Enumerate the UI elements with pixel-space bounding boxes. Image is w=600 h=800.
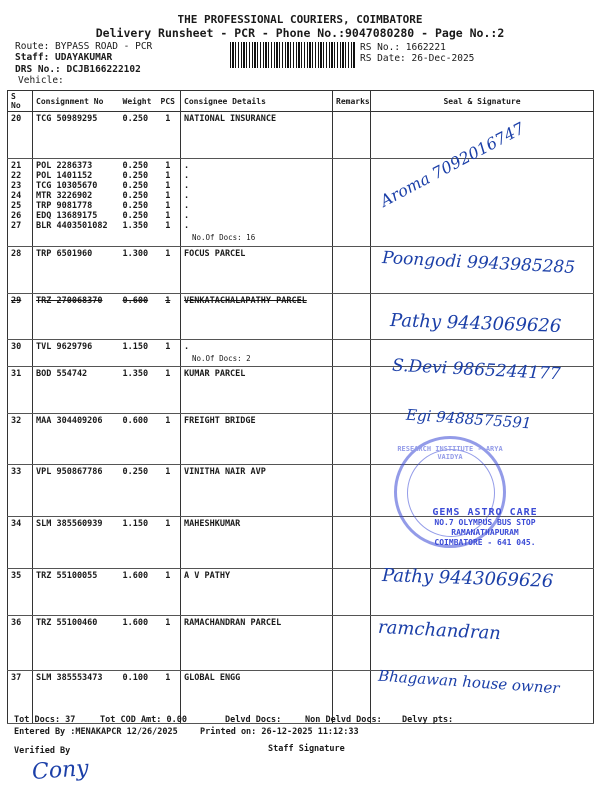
serial-no <box>8 112 33 159</box>
consignee <box>181 112 333 159</box>
consignee-value: NATIONAL INSURANCE <box>184 114 277 124</box>
stamp-line-1: GEMS ASTRO CARE <box>432 507 538 518</box>
weight <box>120 294 156 340</box>
pieces <box>156 294 181 340</box>
col-sno: S No <box>8 91 33 112</box>
consignment-no-value: TRZ 55100460 <box>36 618 98 628</box>
serial-no-value: 32 <box>11 416 22 426</box>
consignee-value: . <box>184 161 190 171</box>
non-delivered-docs: Non Delvd Docs: <box>305 715 382 725</box>
consignment-no <box>33 159 120 247</box>
signature-row-30: Pathy 9443069626 <box>389 310 562 337</box>
serial-no-value: 29 <box>11 296 22 306</box>
consignee-value: . <box>184 171 190 181</box>
signature-row-32: Egi 9488575591 <box>405 405 533 433</box>
serial-no-value: 35 <box>11 571 22 581</box>
pieces <box>156 340 181 367</box>
weight <box>120 569 156 616</box>
remarks-cell <box>333 367 371 414</box>
weight <box>120 517 156 569</box>
signature-row-31: S.Devi 9865244177 <box>391 355 562 385</box>
consignment-no-value: SLM 385560939 <box>36 519 103 529</box>
consignment-no <box>33 465 120 517</box>
pieces-value: 1 <box>165 519 171 529</box>
signature-row-35: Pathy 9443069626 <box>381 565 554 592</box>
remarks-cell <box>333 414 371 465</box>
consignment-no-value: BLR 4403501082 <box>36 221 108 231</box>
weight <box>120 340 156 367</box>
consignee-value: GLOBAL ENGG <box>184 673 241 683</box>
consignment-no-value: EDQ 13689175 <box>36 211 98 221</box>
barcode <box>230 42 356 68</box>
consignment-no-value: TCG 50989295 <box>36 114 98 124</box>
consignee <box>181 616 333 671</box>
pieces-value: 1 <box>165 191 171 201</box>
serial-no-value: 36 <box>11 618 22 628</box>
consignment-no <box>33 340 120 367</box>
pieces <box>156 569 181 616</box>
remarks-cell <box>333 247 371 294</box>
consignment-no-value: VPL 950867786 <box>36 467 103 477</box>
table-row <box>8 616 594 671</box>
remarks-cell <box>333 112 371 159</box>
serial-no <box>8 294 33 340</box>
remarks-cell <box>333 159 371 247</box>
consignment-no <box>33 616 120 671</box>
pieces-value: 1 <box>165 181 171 191</box>
pieces <box>156 517 181 569</box>
remarks-cell <box>333 340 371 367</box>
serial-no-value: 25 <box>11 201 22 211</box>
signature-row-37: Bhagawan house owner <box>377 666 561 698</box>
pieces-value: 1 <box>165 161 171 171</box>
drs-number: DRS No.: DCJB166222102 <box>15 64 141 75</box>
pieces <box>156 465 181 517</box>
pieces-value: 1 <box>165 571 171 581</box>
remarks-cell <box>333 294 371 340</box>
serial-no-value: 30 <box>11 342 22 352</box>
consignee-value: FOCUS PARCEL <box>184 249 246 259</box>
weight-value: 0.250 <box>122 191 149 201</box>
consignment-no-value: TRZ 270068370 <box>36 296 103 306</box>
weight <box>120 159 156 247</box>
consignee-value: . <box>184 191 190 201</box>
pieces-value: 1 <box>165 673 171 683</box>
consignee-value: . <box>184 211 190 221</box>
remarks-cell <box>333 465 371 517</box>
weight <box>120 247 156 294</box>
consignment-no <box>33 367 120 414</box>
doc-count: No.Of Docs: 16 <box>192 233 256 242</box>
serial-no-value: 23 <box>11 181 22 191</box>
col-seal: Seal & Signature <box>371 91 594 112</box>
consignee <box>181 465 333 517</box>
pieces-value: 1 <box>165 249 171 259</box>
consignee-value: RAMACHANDRAN PARCEL <box>184 618 282 628</box>
pieces-value: 1 <box>165 369 171 379</box>
consignment-no <box>33 414 120 465</box>
weight-value: 1.300 <box>122 249 149 259</box>
weight-value: 0.600 <box>122 416 149 426</box>
consignment-no-value: MTR 3226902 <box>36 191 93 201</box>
weight-value: 1.150 <box>122 519 149 529</box>
serial-no <box>8 247 33 294</box>
pieces-value: 1 <box>165 618 171 628</box>
serial-no <box>8 159 33 247</box>
pieces-value: 1 <box>165 296 171 306</box>
pieces-value: 1 <box>165 221 171 231</box>
pieces-value: 1 <box>165 342 171 352</box>
pieces <box>156 112 181 159</box>
delivery-points: Delvy pts: <box>402 715 454 725</box>
vehicle-label: Vehicle: <box>18 75 64 86</box>
remarks-cell <box>333 616 371 671</box>
route-label: Route: BYPASS ROAD - PCR <box>15 41 153 52</box>
consignment-no-value: TVL 9629796 <box>36 342 93 352</box>
col-consignee: Consignee Details <box>181 91 333 112</box>
pieces-value: 1 <box>165 201 171 211</box>
stamp-line-3: RAMANATHAPURAM <box>451 528 519 537</box>
serial-no <box>8 367 33 414</box>
serial-no <box>8 340 33 367</box>
weight-value: 0.250 <box>122 171 149 181</box>
serial-no <box>8 517 33 569</box>
consignee-value: VINITHA NAIR AVP <box>184 467 266 477</box>
serial-no-value: 31 <box>11 369 22 379</box>
consignee-value: VENKATACHALAPATHY PARCEL <box>184 296 307 306</box>
consignee-value: KUMAR PARCEL <box>184 369 246 379</box>
consignment-no-value: TRP 6501960 <box>36 249 93 259</box>
consignment-no-value: TRZ 55100055 <box>36 571 98 581</box>
weight-value: 1.350 <box>122 369 149 379</box>
pieces <box>156 159 181 247</box>
consignment-no-value: BOD 554742 <box>36 369 88 379</box>
weight-value: 0.100 <box>122 673 149 683</box>
col-pcs: PCS <box>156 91 181 112</box>
verifier-signature: Cony <box>31 756 90 785</box>
weight-value: 0.250 <box>122 467 149 477</box>
weight-value: 0.250 <box>122 161 149 171</box>
consignment-no-value: TRP 9081778 <box>36 201 93 211</box>
consignment-no <box>33 294 120 340</box>
table-row <box>8 159 594 247</box>
verified-by-label: Verified By <box>14 746 71 756</box>
serial-no <box>8 616 33 671</box>
pieces-value: 1 <box>165 114 171 124</box>
consignee <box>181 367 333 414</box>
col-consignment: Consignment No <box>33 91 120 112</box>
serial-no <box>8 414 33 465</box>
weight <box>120 465 156 517</box>
consignment-no <box>33 112 120 159</box>
consignee <box>181 159 333 247</box>
pieces <box>156 367 181 414</box>
remarks-cell <box>333 517 371 569</box>
consignee-value: . <box>184 201 190 211</box>
pieces-value: 1 <box>165 416 171 426</box>
weight-value: 1.350 <box>122 221 149 231</box>
doc-count: No.Of Docs: 2 <box>192 354 251 363</box>
serial-no-value: 21 <box>11 161 22 171</box>
consignment-no-value: TCG 10305670 <box>36 181 98 191</box>
serial-no <box>8 569 33 616</box>
consignee <box>181 247 333 294</box>
consignment-no-value: MAA 304409206 <box>36 416 103 426</box>
staff-signature-label: Staff Signature <box>268 744 345 754</box>
pieces <box>156 414 181 465</box>
serial-no-value: 27 <box>11 221 22 231</box>
runsheet-subtitle: Delivery Runsheet - PCR - Phone No.:9047080280 - Page No.:2 <box>95 26 505 40</box>
weight <box>120 414 156 465</box>
total-cod: Tot COD Amt: 0.00 <box>100 715 187 725</box>
remarks-cell <box>333 569 371 616</box>
weight-value: 0.250 <box>122 181 149 191</box>
consignee-value: . <box>184 221 190 231</box>
consignee-value: MAHESHKUMAR <box>184 519 241 529</box>
serial-no <box>8 465 33 517</box>
weight-value: 1.600 <box>122 618 149 628</box>
weight <box>120 367 156 414</box>
serial-no-value: 37 <box>11 673 22 683</box>
delivered-docs: Delvd Docs: <box>225 715 282 725</box>
signature-cell <box>371 159 594 247</box>
pieces-value: 1 <box>165 171 171 181</box>
serial-no-value: 33 <box>11 467 22 477</box>
address-stamp <box>410 508 560 548</box>
staff-label: Staff: UDAYAKUMAR <box>15 52 113 63</box>
stamp-line-2: NO.7 OLYMPUS BUS STOP <box>434 518 536 527</box>
serial-no-value: 34 <box>11 519 22 529</box>
consignee <box>181 517 333 569</box>
weight-value: 0.250 <box>122 211 149 221</box>
consignee-value: . <box>184 181 190 191</box>
serial-no-value: 26 <box>11 211 22 221</box>
weight-value: 0.250 <box>122 114 149 124</box>
pieces <box>156 247 181 294</box>
col-weight: Weight <box>120 91 156 112</box>
serial-no-value: 22 <box>11 171 22 181</box>
entered-by: Entered By :MENAKAPCR 12/26/2025 <box>14 727 178 737</box>
stamp-ring-text: RESEARCH INSTITUTE - ARYA VAIDYA <box>397 445 503 461</box>
total-docs: Tot Docs: 37 <box>14 715 76 725</box>
serial-no-value: 28 <box>11 249 22 259</box>
serial-no-value: 20 <box>11 114 22 124</box>
signature-row-28: Poongodi 9943985285 <box>381 247 576 279</box>
pieces <box>156 616 181 671</box>
consignee <box>181 569 333 616</box>
consignment-no <box>33 247 120 294</box>
signature-row-21: Aroma 7092016747 <box>376 118 528 211</box>
runsheet-table <box>7 90 594 724</box>
consignment-no <box>33 569 120 616</box>
consignment-no-value: SLM 385553473 <box>36 673 103 683</box>
consignee <box>181 414 333 465</box>
company-title: THE PROFESSIONAL COURIERS, COIMBATORE <box>177 13 423 26</box>
weight-value: 0.250 <box>122 201 149 211</box>
weight-value: 0.600 <box>122 296 149 306</box>
consignment-no <box>33 517 120 569</box>
consignment-no-value: POL 2286373 <box>36 161 93 171</box>
printed-on: Printed on: 26-12-2025 11:12:33 <box>200 727 359 737</box>
weight-value: 1.600 <box>122 571 149 581</box>
weight-value: 1.150 <box>122 342 149 352</box>
consignment-no-value: POL 1401152 <box>36 171 93 181</box>
col-remarks: Remarks <box>333 91 371 112</box>
pieces-value: 1 <box>165 467 171 477</box>
consignee-value: . <box>184 342 190 352</box>
consignee <box>181 340 333 367</box>
signature-row-36: ramchandran <box>377 616 502 645</box>
rs-date: RS Date: 26-Dec-2025 <box>360 53 475 64</box>
pieces-value: 1 <box>165 211 171 221</box>
rs-number: RS No.: 1662221 <box>360 42 446 53</box>
table-header-row <box>8 91 594 112</box>
weight <box>120 112 156 159</box>
stamp-line-4: COIMBATORE - 641 045. <box>434 538 536 547</box>
consignee-value: A V PATHY <box>184 571 231 581</box>
serial-no-value: 24 <box>11 191 22 201</box>
weight <box>120 616 156 671</box>
consignee-value: FREIGHT BRIDGE <box>184 416 256 426</box>
consignee <box>181 294 333 340</box>
